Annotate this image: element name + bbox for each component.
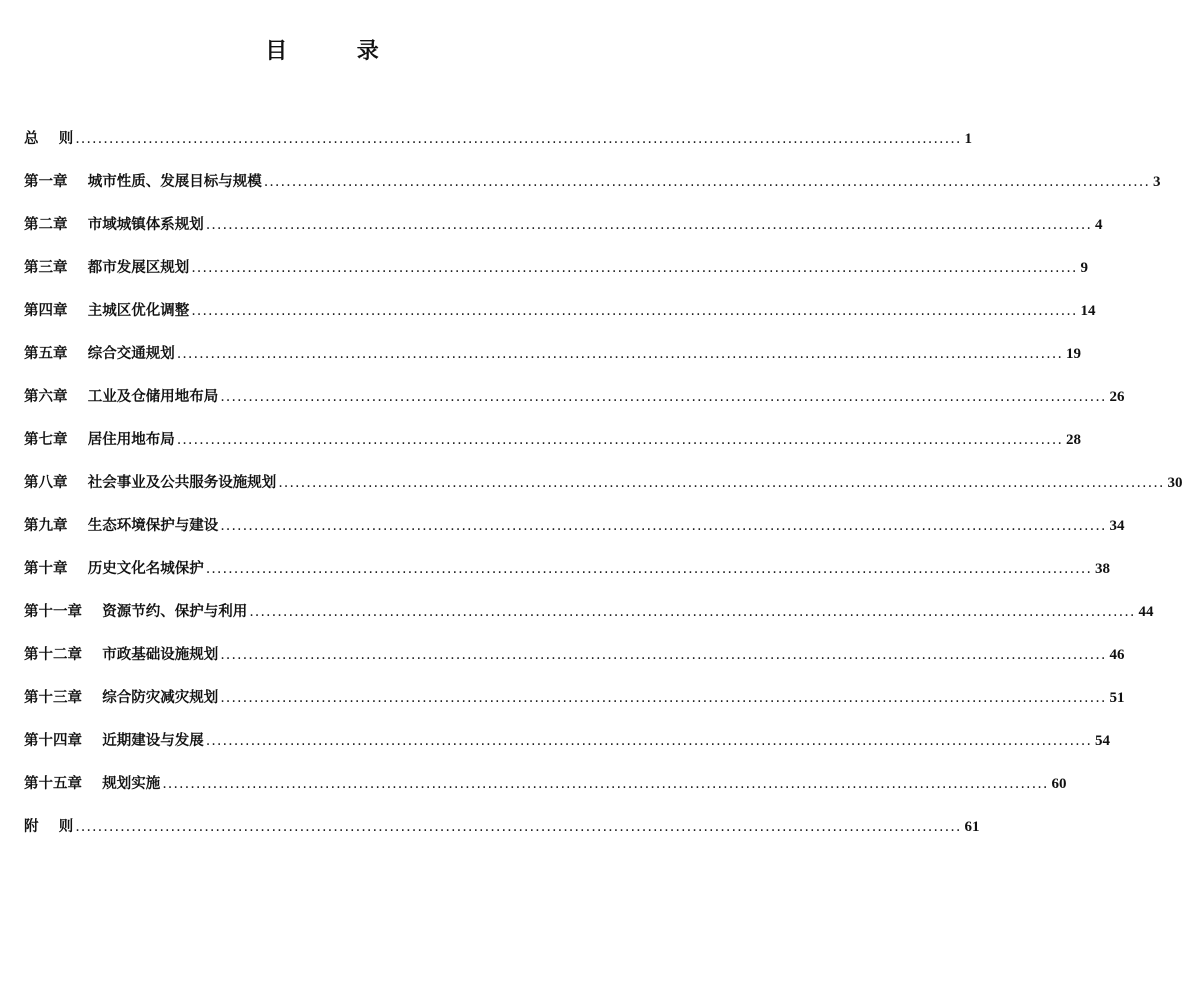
- toc-entry-page-number: 4: [1094, 217, 1103, 233]
- toc-entry-label: 第六章 工业及仓储用地布局: [24, 389, 219, 405]
- toc-entry-page-number: 14: [1080, 303, 1096, 319]
- toc-entry-page-number: 46: [1109, 647, 1125, 663]
- toc-entry-page-number: 9: [1080, 260, 1088, 276]
- toc-entry-label: 第十一章 资源节约、保护与利用: [24, 604, 248, 620]
- toc-entry-label: 第十五章 规划实施: [24, 776, 161, 792]
- toc-entry[interactable]: [24, 343, 1081, 386]
- toc-entry-label: 总 则: [24, 131, 74, 147]
- toc-dot-leader: ..............................................................................................................................................................: [249, 604, 1136, 620]
- toc-entry[interactable]: [24, 300, 1096, 343]
- toc-entry-label: 第一章 城市性质、发展目标与规模: [24, 174, 262, 190]
- toc-dot-leader: ..............................................................................................................................................................: [220, 389, 1107, 405]
- toc-entry[interactable]: [24, 816, 980, 859]
- toc-entry-label: 第十二章 市政基础设施规划: [24, 647, 219, 663]
- toc-dot-leader: ..............................................................................................................................................................: [220, 518, 1107, 534]
- toc-entry[interactable]: [24, 515, 1125, 558]
- toc-entry-label: 附 则: [24, 819, 74, 835]
- page-title: 目 录: [265, 39, 381, 64]
- toc-entry[interactable]: [24, 687, 1125, 730]
- toc-entry[interactable]: [24, 601, 1154, 644]
- toc-entry[interactable]: [24, 730, 1110, 773]
- toc-entry-page-number: 28: [1065, 432, 1081, 448]
- toc-entry-label: 第三章 都市发展区规划: [24, 260, 190, 276]
- toc-dot-leader: ..............................................................................................................................................................: [75, 131, 962, 147]
- toc-entry-label: 第五章 综合交通规划: [24, 346, 175, 362]
- toc-entry-label: 第十三章 综合防灾减灾规划: [24, 690, 219, 706]
- toc-entry[interactable]: [24, 214, 1103, 257]
- toc-entry[interactable]: [24, 773, 1067, 816]
- toc-dot-leader: ..............................................................................................................................................................: [191, 260, 1078, 276]
- toc-entry-label: 第七章 居住用地布局: [24, 432, 175, 448]
- toc-entry-page-number: 1: [964, 131, 972, 147]
- toc-dot-leader: ..............................................................................................................................................................: [162, 776, 1049, 792]
- toc-entry-label: 第八章 社会事业及公共服务设施规划: [24, 475, 277, 491]
- toc-entry-page-number: 30: [1167, 475, 1182, 491]
- toc-dot-leader: ..............................................................................................................................................................: [220, 647, 1107, 663]
- toc-dot-leader: ..............................................................................................................................................................: [220, 690, 1107, 706]
- toc-dot-leader: ..............................................................................................................................................................: [75, 819, 962, 835]
- toc-entry-label: 第九章 生态环境保护与建设: [24, 518, 219, 534]
- toc-entry-page-number: 60: [1051, 776, 1067, 792]
- toc-entry-page-number: 34: [1109, 518, 1125, 534]
- toc-entry-page-number: 3: [1152, 174, 1161, 190]
- table-of-contents: [24, 128, 1182, 859]
- toc-dot-leader: ..............................................................................................................................................................: [191, 303, 1078, 319]
- toc-dot-leader: ..............................................................................................................................................................: [176, 432, 1063, 448]
- toc-dot-leader: ..............................................................................................................................................................: [263, 174, 1150, 190]
- toc-entry-label: 第二章 市域城镇体系规划: [24, 217, 204, 233]
- toc-entry[interactable]: [24, 644, 1125, 687]
- toc-dot-leader: ..............................................................................................................................................................: [278, 475, 1165, 491]
- toc-entry[interactable]: [24, 257, 1088, 300]
- toc-entry-page-number: 54: [1094, 733, 1110, 749]
- toc-dot-leader: ..............................................................................................................................................................: [205, 217, 1092, 233]
- toc-entry-page-number: 26: [1109, 389, 1125, 405]
- toc-dot-leader: ..............................................................................................................................................................: [205, 561, 1092, 577]
- toc-dot-leader: ..............................................................................................................................................................: [176, 346, 1063, 362]
- toc-entry-page-number: 19: [1065, 346, 1081, 362]
- toc-entry-label: 第四章 主城区优化调整: [24, 303, 190, 319]
- toc-entry[interactable]: [24, 171, 1161, 214]
- toc-entry-page-number: 51: [1109, 690, 1125, 706]
- toc-entry-page-number: 38: [1094, 561, 1110, 577]
- toc-dot-leader: ..............................................................................................................................................................: [205, 733, 1092, 749]
- toc-entry-page-number: 61: [964, 819, 980, 835]
- toc-entry[interactable]: [24, 429, 1081, 472]
- toc-entry-label: 第十章 历史文化名城保护: [24, 561, 204, 577]
- toc-entry-page-number: 44: [1138, 604, 1154, 620]
- toc-entry[interactable]: [24, 128, 972, 171]
- toc-entry-label: 第十四章 近期建设与发展: [24, 733, 204, 749]
- toc-entry[interactable]: [24, 558, 1110, 601]
- toc-entry[interactable]: [24, 386, 1125, 429]
- toc-entry[interactable]: [24, 472, 1182, 515]
